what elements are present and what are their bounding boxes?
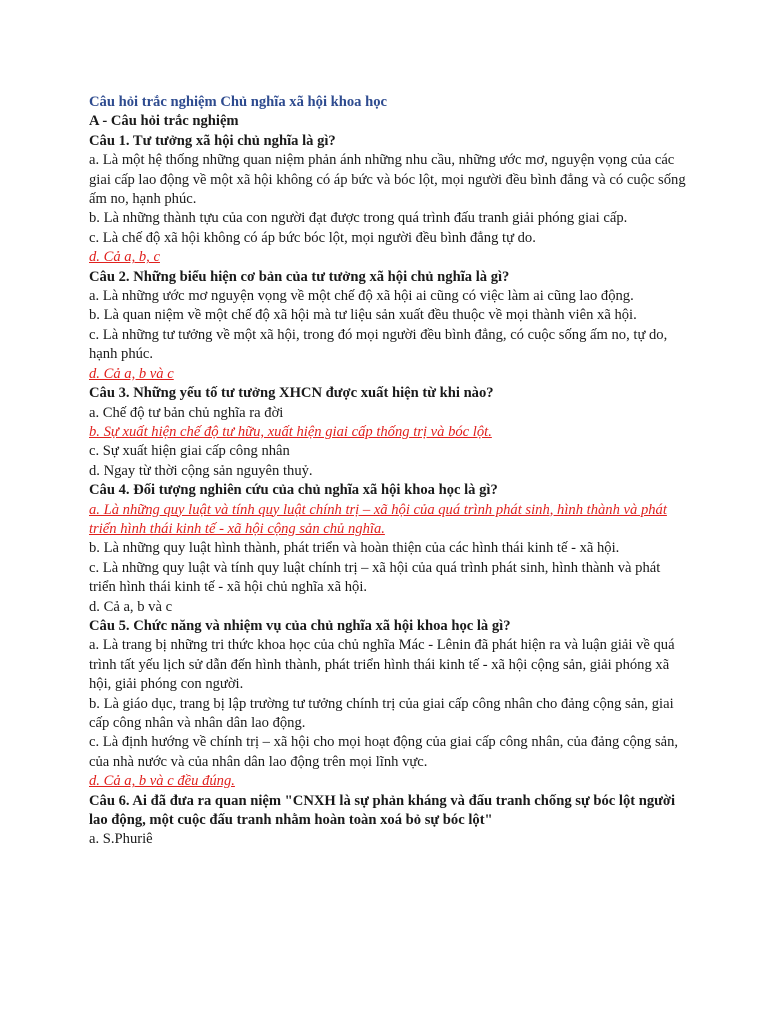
question-text: Câu 4. Đối tượng nghiên cứu của chủ nghĩa xã hội khoa học là gì? [89, 482, 498, 499]
correct-answer-option: d. Cả a, b và c đều đúng. [89, 773, 235, 790]
answer-option: b. Là những quy luật hình thành, phát triển và hoàn thiện của các hình thái kinh tế - xã hội. [89, 540, 620, 557]
question-block [89, 792, 689, 850]
question-text: Câu 3. Những yếu tố tư tưởng XHCN được xuất hiện từ khi nào? [89, 385, 494, 402]
answer-option: a. Là một hệ thống những quan niệm phản ánh những nhu cầu, những ước mơ, nguyện vọng của các giai cấp lao động về một xã hội không có áp bức và bóc lột, mọi người đều bình đẳng và có cuộc sống ấm no, hạnh phúc. [89, 152, 686, 208]
correct-answer-option: b. Sự xuất hiện chế độ tư hữu, xuất hiện giai cấp thống trị và bóc lột. [89, 423, 492, 440]
answer-option: a. Là trang bị những tri thức khoa học của chủ nghĩa Mác - Lênin đã phát hiện ra và luận giải về quá trình tất yếu lịch sử dẫn đến hình thành, phát triển hình thái kinh tế - xã hội cộng sản, giải phóng xã hội, giải phóng con người. [89, 637, 675, 693]
answer-option: c. Là những quy luật và tính quy luật chính trị – xã hội của quá trình phát sinh, hình thành và phát triển hình thái kinh tế - xã hội chủ nghĩa xã hội. [89, 559, 661, 596]
answer-option: a. Chế độ tư bản chủ nghĩa ra đời [89, 404, 284, 421]
answer-option: c. Là những tư tưởng về một xã hội, trong đó mọi người đều bình đẳng, có cuộc sống ấm no, tự do, hạnh phúc. [89, 326, 668, 363]
question-text: Câu 6. Ai đã đưa ra quan niệm "CNXH là sự phản kháng và đấu tranh chống sự bóc lột người lao động, một cuộc đấu tranh nhằm hoàn toàn xoá bỏ sự bóc lột" [89, 792, 676, 829]
question-block [89, 617, 689, 792]
answer-option: c. Là chế độ xã hội không có áp bức bóc lột, mọi người đều bình đẳng tự do. [89, 229, 536, 246]
section-heading: A - Câu hỏi trắc nghiệm [89, 113, 239, 130]
answer-option: b. Là giáo dục, trang bị lập trường tư tưởng chính trị của giai cấp công nhân cho đảng cộng sản, giai cấp công nhân và nhân dân lao động. [89, 695, 674, 731]
question-block [89, 481, 689, 617]
question-block [89, 384, 689, 481]
answer-option: a. Là những ước mơ nguyện vọng về một chế độ xã hội ai cũng có việc làm ai cũng lao động. [89, 288, 634, 305]
question-text: Câu 5. Chức năng và nhiệm vụ của chủ nghĩa xã hội khoa học là gì? [89, 617, 511, 634]
question-block [89, 132, 689, 268]
answer-option: a. S.Phuriê [89, 831, 153, 848]
question-text: Câu 1. Tư tưởng xã hội chủ nghĩa là gì? [89, 132, 336, 149]
document-page [89, 93, 689, 850]
correct-answer-option: a. Là những quy luật và tính quy luật chính trị – xã hội của quá trình phát sinh, hình thành và phát triển hình thái kinh tế - xã hội cộng sản chủ nghĩa. [89, 501, 667, 537]
answer-option: b. Là những thành tựu của con người đạt được trong quá trình đấu tranh giải phóng giai cấp. [89, 210, 628, 227]
document-title: Câu hỏi trắc nghiệm Chủ nghĩa xã hội khoa học [89, 94, 388, 110]
answer-option: c. Là định hướng về chính trị – xã hội cho mọi hoạt động của giai cấp công nhân, của đảng cộng sản, của nhà nước và của nhân dân lao động trên mọi lĩnh vực. [89, 734, 679, 770]
answer-option: c. Sự xuất hiện giai cấp công nhân [89, 443, 290, 460]
correct-answer-option: d. Cả a, b, c [89, 249, 160, 266]
question-text: Câu 2. Những biểu hiện cơ bản của tư tưởng xã hội chủ nghĩa là gì? [89, 268, 510, 285]
question-block [89, 268, 689, 384]
question-list [89, 132, 689, 850]
correct-answer-option: d. Cả a, b và c [89, 365, 174, 382]
answer-option: b. Là quan niệm về một chế độ xã hội mà tư liệu sản xuất đều thuộc về mọi thành viên xã hội. [89, 307, 637, 324]
answer-option: d. Cả a, b và c [89, 598, 173, 615]
answer-option: d. Ngay từ thời cộng sản nguyên thuỷ. [89, 462, 313, 479]
